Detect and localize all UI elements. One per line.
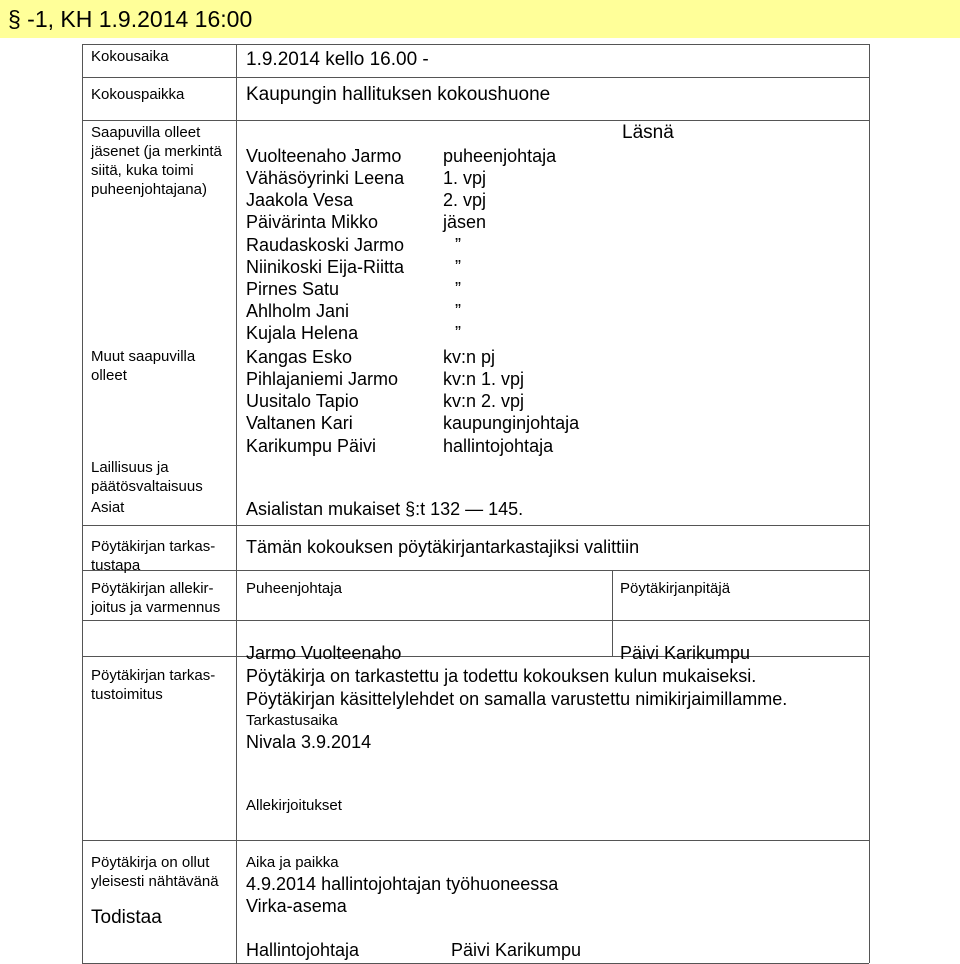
label-line: tustoimitus xyxy=(91,686,163,703)
member-role: jäsen xyxy=(443,212,487,232)
label-line: tustapa xyxy=(91,557,141,574)
asiat-value: Asialistan mukaiset §:t 132 — 145. xyxy=(246,499,524,519)
member-role: kv:n pj xyxy=(443,347,496,367)
member-role: ” xyxy=(455,257,461,277)
label-line: Muut saapuvilla xyxy=(91,348,196,365)
label-line: puheenjohtajana) xyxy=(91,181,207,198)
member-row xyxy=(246,211,378,233)
member-row xyxy=(246,278,339,300)
member-name: Vähäsöyrinki Leena xyxy=(246,168,405,188)
tarkastus-text-line: Pöytäkirja on tarkastettu ja todettu kokouksen kulun mukaiseksi. xyxy=(246,666,757,686)
member-role: kaupunginjohtaja xyxy=(443,413,580,433)
member-role: 1. vpj xyxy=(443,168,487,188)
member-name: Pihlajaniemi Jarmo xyxy=(246,369,399,389)
divider xyxy=(82,525,869,526)
member-name: Kangas Esko xyxy=(246,347,353,367)
allekirjoitukset-label: Allekirjoitukset xyxy=(246,797,342,814)
member-row xyxy=(246,234,404,256)
divider xyxy=(612,570,613,656)
divider xyxy=(82,840,869,841)
saapuvilla-label xyxy=(91,123,222,199)
label-line: Pöytäkirjan allekir- xyxy=(91,580,214,597)
label-line: Pöytäkirjan tarkas- xyxy=(91,538,216,555)
label-line: olleet xyxy=(91,367,127,384)
tarkastapa-value: Tämän kokouksen pöytäkirjantarkastajiksi valittiin xyxy=(246,537,640,557)
member-role: ” xyxy=(455,323,461,343)
label-line: Pöytäkirja on ollut xyxy=(91,854,210,871)
muut-label xyxy=(91,347,195,385)
divider xyxy=(869,44,870,963)
virka-asema-value: Hallintojohtaja xyxy=(246,940,360,960)
divider xyxy=(82,620,869,621)
nahtavana-label xyxy=(91,853,219,891)
lasna-header: Läsnä xyxy=(622,122,674,143)
divider xyxy=(236,44,237,963)
divider xyxy=(82,120,869,121)
member-row xyxy=(246,300,349,322)
kokouspaikka-value: Kaupungin hallituksen kokoushuone xyxy=(246,84,551,105)
divider xyxy=(82,656,869,657)
tarkastapa-label xyxy=(91,537,215,575)
member-role: ” xyxy=(455,301,461,321)
member-name: Valtanen Kari xyxy=(246,413,353,433)
tarkastusaika-value: Nivala 3.9.2014 xyxy=(246,732,372,752)
member-name: Raudaskoski Jarmo xyxy=(246,235,405,255)
tarkastustoimitus-label xyxy=(91,666,215,704)
header-bar xyxy=(0,0,960,38)
member-name: Karikumpu Päivi xyxy=(246,436,377,456)
asiat-label: Asiat xyxy=(91,499,125,516)
puheenjohtaja-name: Jarmo Vuolteenaho xyxy=(246,643,402,663)
member-role: 2. vpj xyxy=(443,190,487,210)
poytakirjanpitaja-title: Pöytäkirjanpitäjä xyxy=(620,580,731,597)
member-role: kv:n 2. vpj xyxy=(443,391,525,411)
member-row xyxy=(246,322,358,344)
label-line: siitä, kuka toimi xyxy=(91,162,194,179)
kokouspaikka-label: Kokouspaikka xyxy=(91,86,185,103)
allekirjoitus-label xyxy=(91,579,220,617)
label-line: Saapuvilla olleet xyxy=(91,124,201,141)
member-row xyxy=(246,167,404,189)
label-line: Laillisuus ja xyxy=(91,459,169,476)
member-role: ” xyxy=(455,235,461,255)
puheenjohtaja-title: Puheenjohtaja xyxy=(246,580,342,597)
member-name: Ahlholm Jani xyxy=(246,301,350,321)
poytakirjanpitaja-name: Päivi Karikumpu xyxy=(620,643,751,663)
divider xyxy=(82,44,869,45)
virka-asema-label: Virka-asema xyxy=(246,896,347,916)
divider xyxy=(82,44,83,963)
todistaa-label: Todistaa xyxy=(91,907,162,928)
member-name: Jaakola Vesa xyxy=(246,190,354,210)
aika-paikka-label: Aika ja paikka xyxy=(246,854,339,871)
member-name: Pirnes Satu xyxy=(246,279,340,299)
label-line: joitus ja varmennus xyxy=(91,599,221,616)
kokousaika-label: Kokousaika xyxy=(91,48,169,65)
member-name: Uusitalo Tapio xyxy=(246,391,359,411)
page-header-title: § -1, KH 1.9.2014 16:00 xyxy=(8,6,253,32)
member-name: Vuolteenaho Jarmo xyxy=(246,146,402,166)
signer-name: Päivi Karikumpu xyxy=(451,940,582,960)
member-role: ” xyxy=(455,279,461,299)
aika-paikka-value: 4.9.2014 hallintojohtajan työhuoneessa xyxy=(246,874,559,894)
member-name: Päivärinta Mikko xyxy=(246,212,379,232)
label-line: päätösvaltaisuus xyxy=(91,478,203,495)
member-role: puheenjohtaja xyxy=(443,146,557,166)
member-role: hallintojohtaja xyxy=(443,436,554,456)
member-role: kv:n 1. vpj xyxy=(443,369,525,389)
member-row xyxy=(246,145,401,167)
member-row xyxy=(246,256,404,278)
label-line: jäsenet (ja merkintä xyxy=(91,143,222,160)
label-line: yleisesti nähtävänä xyxy=(91,873,219,890)
member-row xyxy=(246,189,353,211)
member-name: Kujala Helena xyxy=(246,323,359,343)
label-line: Pöytäkirjan tarkas- xyxy=(91,667,216,684)
laillisuus-label xyxy=(91,458,203,496)
kokousaika-value: 1.9.2014 kello 16.00 - xyxy=(246,49,429,70)
tarkastusaika-label: Tarkastusaika xyxy=(246,712,338,729)
divider xyxy=(82,77,869,78)
tarkastus-text-line: Pöytäkirjan käsittelylehdet on samalla varustettu nimikirjaimillamme. xyxy=(246,689,788,709)
member-name: Niinikoski Eija-Riitta xyxy=(246,257,405,277)
